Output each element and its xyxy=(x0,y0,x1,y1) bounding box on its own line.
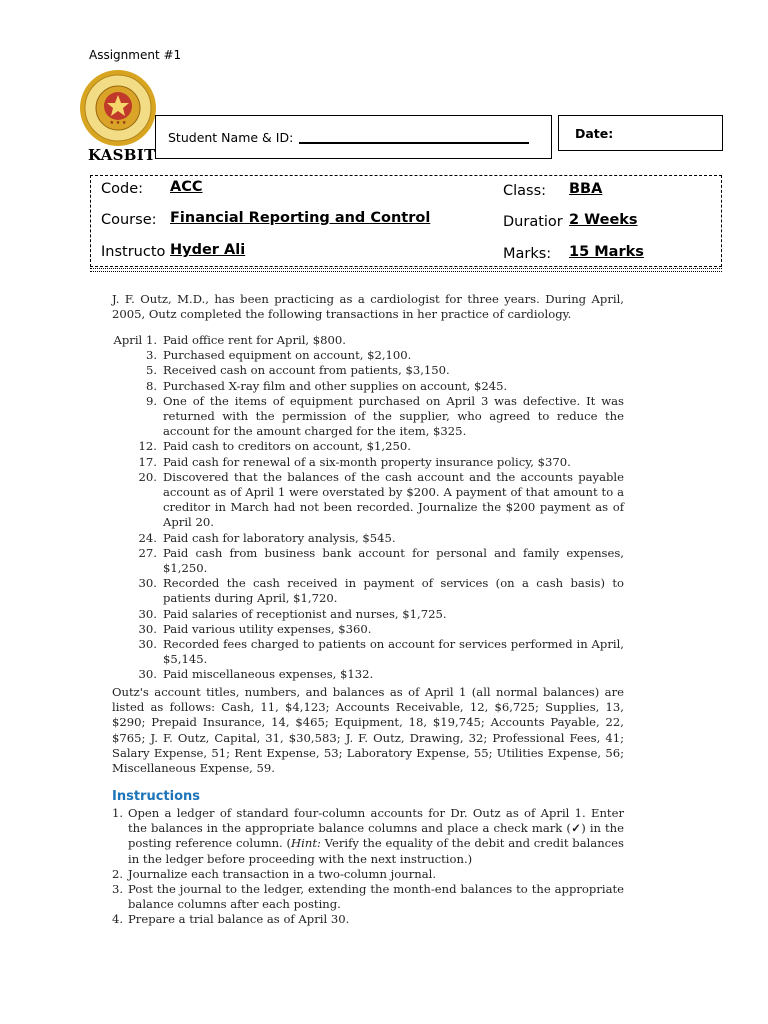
transaction-text: Discovered that the balances of the cash account and the accounts payable account as of April 1 were overstated by $200. A payment of that amount to a creditor in March had not been recorded. Journalize the $200 payment as of April 20. xyxy=(163,469,624,530)
transaction-date: April 1. xyxy=(113,333,157,347)
list-item xyxy=(112,667,624,682)
divider xyxy=(90,271,722,272)
transaction-date: 8. xyxy=(145,378,157,393)
instructions-heading: Instructions xyxy=(112,789,201,804)
course-value: Financial Reporting and Control xyxy=(170,210,431,226)
list-item xyxy=(112,531,624,546)
transaction-date: 12. xyxy=(138,439,157,454)
transaction-text: Paid cash for laboratory analysis, $545. xyxy=(163,530,396,545)
step-text: Post the journal to the ledger, extending the month-end balances to the appropriate balance columns after each posting. xyxy=(128,882,624,912)
list-item xyxy=(112,806,624,867)
list-item xyxy=(112,546,624,576)
duration-value: 2 Weeks xyxy=(569,212,638,228)
transaction-text: One of the items of equipment purchased on April 3 was defective. It was returned with the permission of the supplier, who agreed to reduce the account for the amount charged for the item, $325. xyxy=(163,393,624,439)
course-label: Course: xyxy=(101,212,157,228)
account-balances: Outz's account titles, numbers, and balances as of April 1 (all normal balances) are listed as follows: Cash, 11, $4,123; Accounts Receivable, 12, $6,725; Supplies, 13, $290; Prepaid Insurance, 14, $465; Equipment, 18, $19,745; Accounts Payable, 22, $765; J. F. Outz, Capital, 31, $30,583; J. F. Outz, Drawing, 32; Professional Fees, 41; Salary Expense, 51; Rent Expense, 53; Laboratory Expense, 55; Utilities Expense, 56; Miscellaneous Expense, 59. xyxy=(112,685,624,776)
transaction-text: Paid office rent for April, $800. xyxy=(163,333,346,347)
transaction-text: Purchased X-ray film and other supplies on account, $245. xyxy=(163,378,508,393)
step-number: 3. xyxy=(112,882,124,897)
step-number: 1. xyxy=(112,806,124,820)
list-item xyxy=(112,394,624,440)
transaction-date: 30. xyxy=(138,667,157,682)
instructor-label: Instructo xyxy=(101,244,166,260)
list-item xyxy=(112,622,624,637)
list-item xyxy=(112,363,624,378)
list-item xyxy=(112,882,624,912)
step-text-part: ) in the posting reference column. ( xyxy=(128,821,625,851)
list-item xyxy=(112,867,624,882)
logo-wordmark: KASBIT xyxy=(88,146,156,164)
step-number: 2. xyxy=(112,866,124,881)
student-name-field[interactable] xyxy=(299,142,529,144)
list-item xyxy=(112,912,624,927)
svg-text:★ ★ ★: ★ ★ ★ xyxy=(109,120,127,126)
code-value: ACC xyxy=(170,179,203,195)
transaction-text: Paid salaries of receptionist and nurses, $1,725. xyxy=(163,606,447,621)
list-item xyxy=(112,439,624,454)
list-item xyxy=(112,470,624,531)
step-text xyxy=(128,806,624,867)
assignment-title: Assignment #1 xyxy=(89,48,182,62)
student-name-box xyxy=(155,115,552,159)
transaction-date: 17. xyxy=(138,454,157,469)
transaction-date: 27. xyxy=(138,545,157,560)
date-label: Date: xyxy=(575,126,614,141)
transaction-text: Paid various utility expenses, $360. xyxy=(163,621,372,636)
check-mark-icon: ✓ xyxy=(570,821,582,836)
transaction-date: 30. xyxy=(138,576,157,591)
transaction-date: 30. xyxy=(138,637,157,652)
list-item xyxy=(112,379,624,394)
transaction-date: 20. xyxy=(138,469,157,484)
instruction-list xyxy=(112,806,624,928)
step-text: Journalize each transaction in a two-column journal. xyxy=(128,866,437,881)
transaction-date: 24. xyxy=(138,530,157,545)
list-item xyxy=(112,576,624,606)
student-name-label: Student Name & ID: xyxy=(168,130,294,145)
list-item xyxy=(112,348,624,363)
transaction-list xyxy=(112,333,624,683)
date-box xyxy=(558,115,723,151)
marks-label: Marks: xyxy=(503,246,552,262)
transaction-text: Paid miscellaneous expenses, $132. xyxy=(163,667,374,682)
transaction-date: 30. xyxy=(138,621,157,636)
instructor-value: Hyder Ali xyxy=(170,242,246,258)
step-text-part: Open a ledger of standard four-column accounts for Dr. Outz as of April 1. Enter the balances in the appropriate balance columns and place a check mark ( xyxy=(128,806,624,836)
transaction-text: Recorded the cash received in payment of services (on a cash basis) to patients during April, $1,720. xyxy=(163,576,624,606)
class-value: BBA xyxy=(569,181,603,197)
duration-label: Duratior xyxy=(503,214,563,230)
transaction-date: 30. xyxy=(138,606,157,621)
transaction-text: Paid cash from business bank account for personal and family expenses, $1,250. xyxy=(163,545,624,576)
list-item xyxy=(112,455,624,470)
transaction-text: Paid cash to creditors on account, $1,250. xyxy=(163,439,411,454)
code-label: Code: xyxy=(101,181,144,197)
transaction-text: Received cash on account from patients, $3,150. xyxy=(163,363,450,378)
step-text-part: Verify the equality of the debit and credit balances in the ledger before proceeding with the next instruction.) xyxy=(128,836,624,866)
class-label: Class: xyxy=(503,183,547,199)
transaction-date: 5. xyxy=(145,363,157,378)
step-number: 4. xyxy=(112,912,124,927)
list-item xyxy=(112,607,624,622)
list-item xyxy=(112,333,624,348)
transaction-date: 9. xyxy=(145,393,157,408)
divider xyxy=(90,268,722,269)
transaction-text: Paid cash for renewal of a six-month property insurance policy, $370. xyxy=(163,454,571,469)
list-item xyxy=(112,637,624,667)
transaction-text: Purchased equipment on account, $2,100. xyxy=(163,348,412,363)
transaction-text: Recorded fees charged to patients on account for services performed in April, $5,145. xyxy=(163,637,624,667)
problem-intro: J. F. Outz, M.D., has been practicing as a cardiologist for three years. During April, 2005, Outz completed the following transactions in her practice of cardiology. xyxy=(112,292,624,322)
marks-value: 15 Marks xyxy=(569,244,644,260)
step-text: Prepare a trial balance as of April 30. xyxy=(128,912,350,927)
transaction-date: 3. xyxy=(145,348,157,363)
hint-label: Hint: xyxy=(291,836,321,851)
